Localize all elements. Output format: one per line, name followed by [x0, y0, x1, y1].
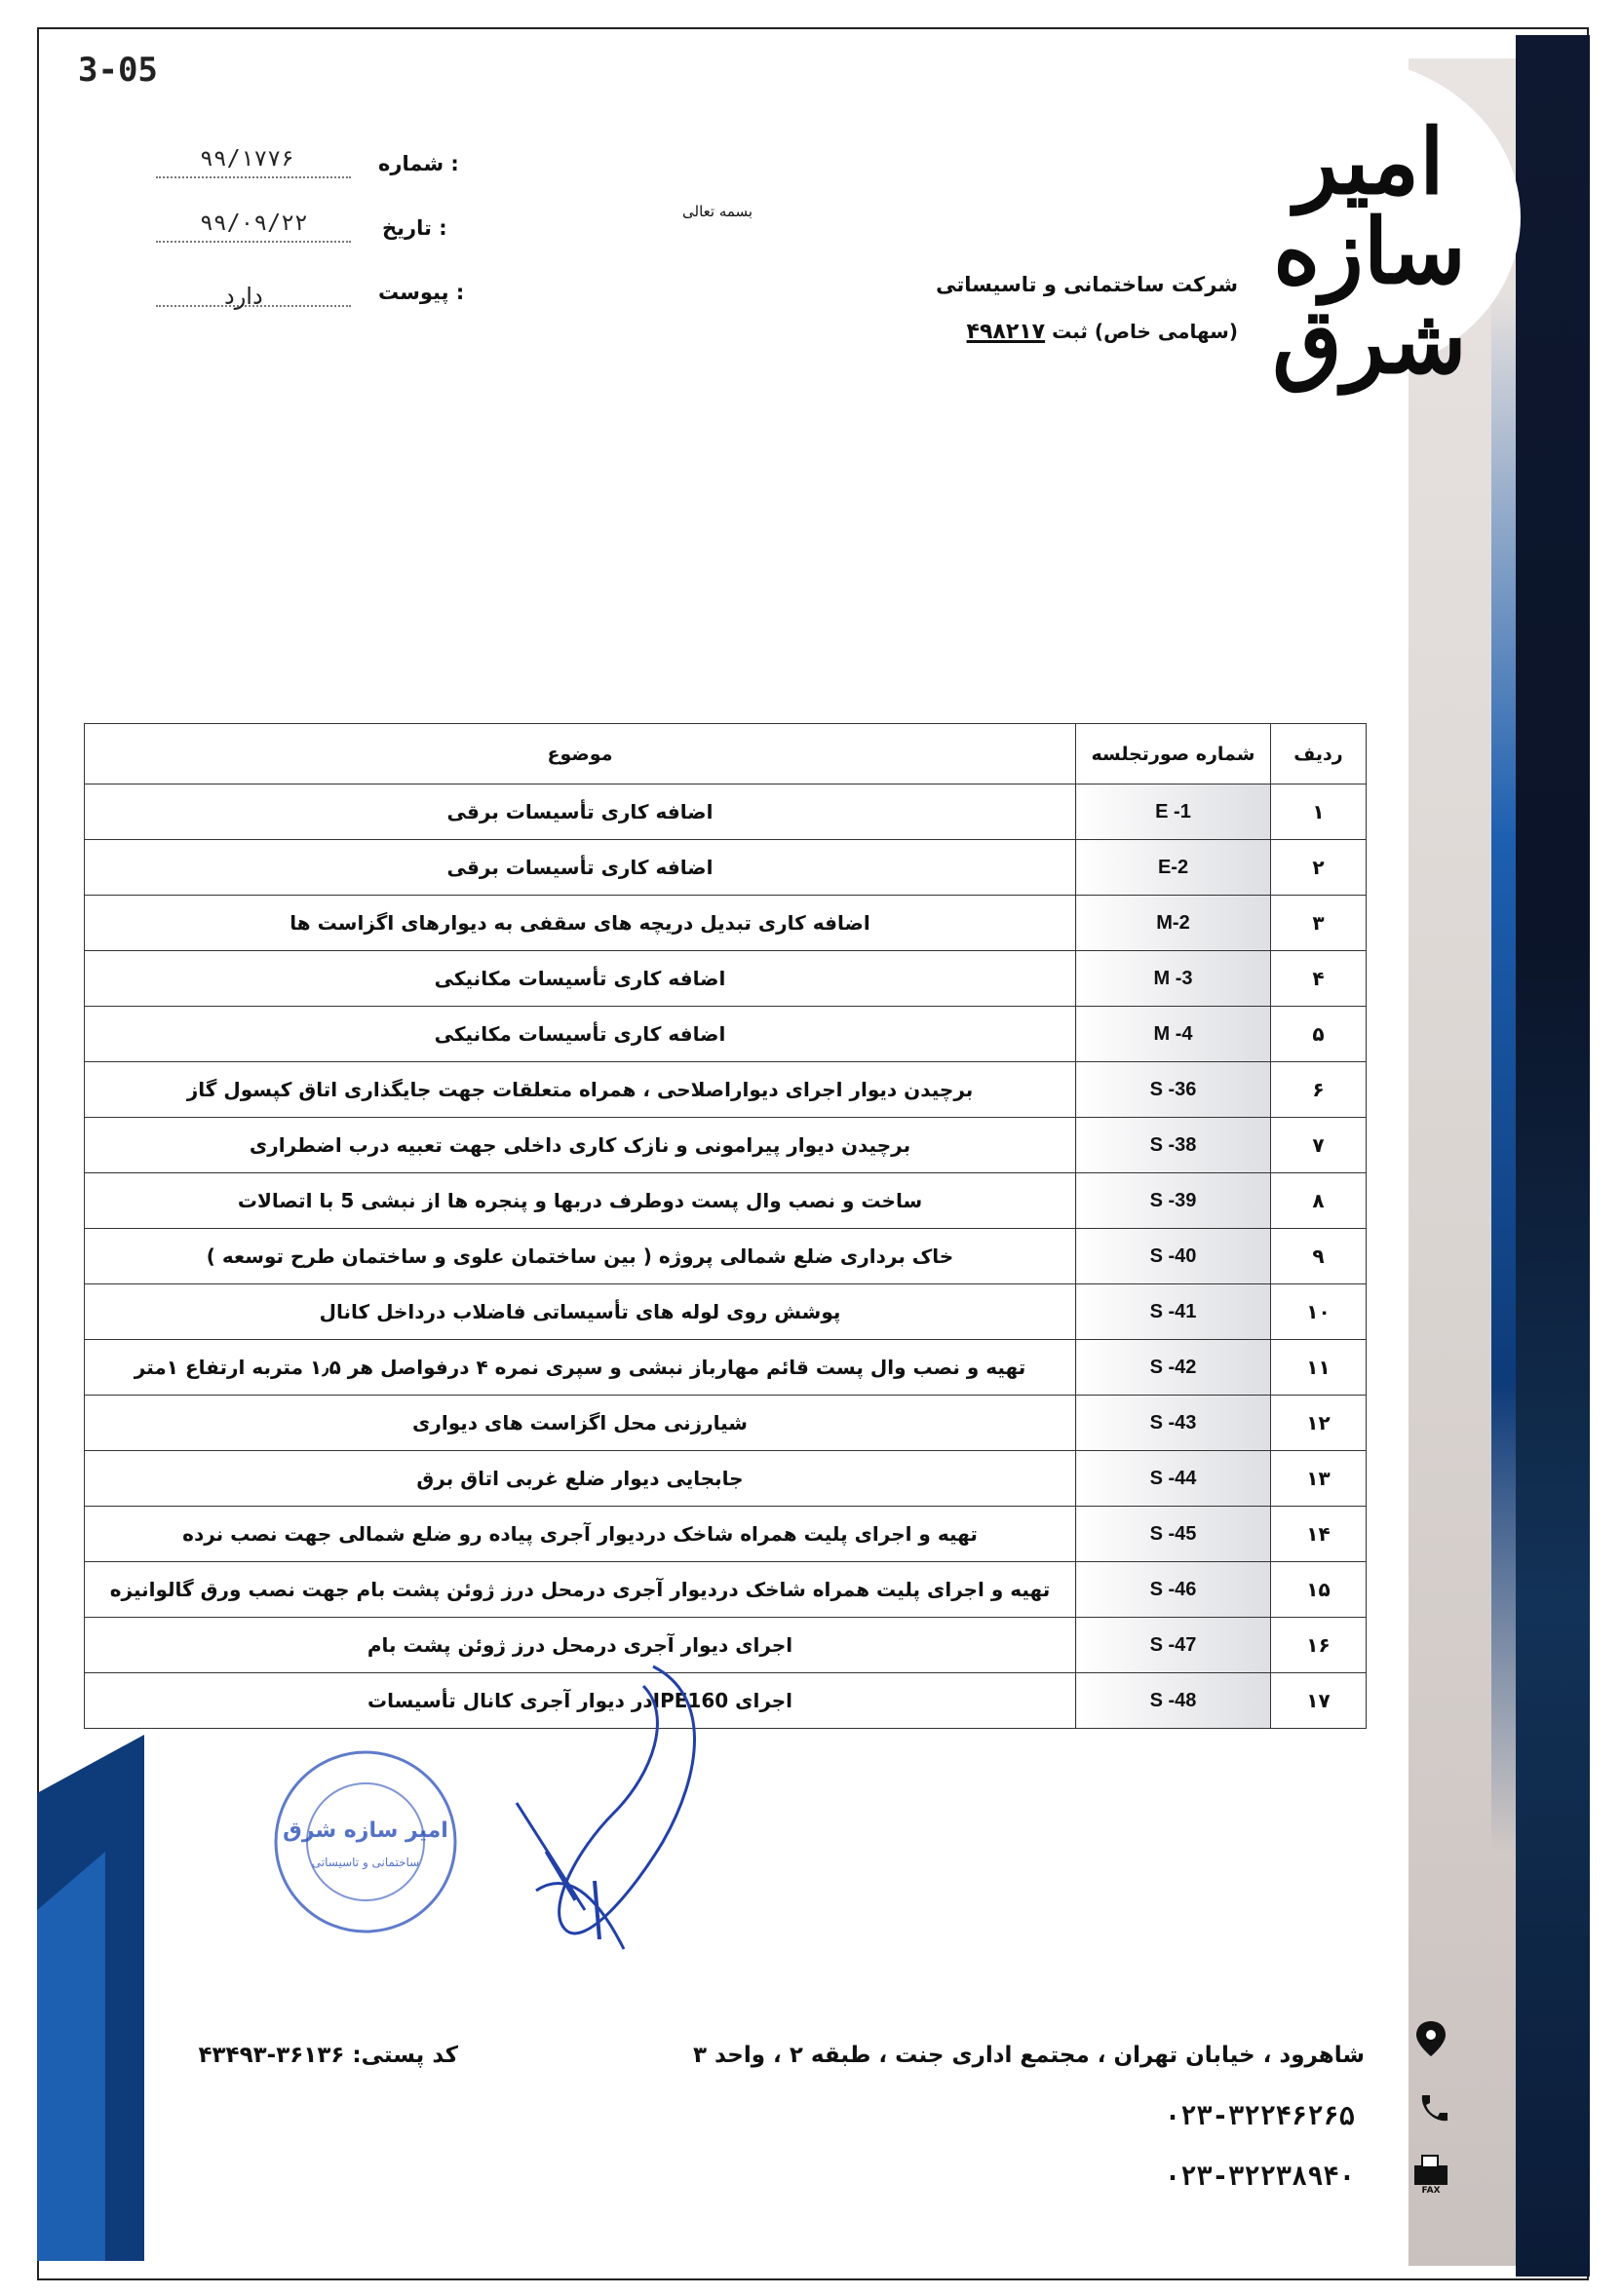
company-subtitle: شرکت ساختمانی و تاسیساتی	[936, 273, 1238, 296]
row-subject: برچیدن دیوار اجرای دیواراصلاحی ، همراه متعلقات جهت جایگذاری اتاق کپسول گاز	[85, 1062, 1076, 1118]
stamp-text-sub: ساختمانی و تاسیساتی	[311, 1856, 420, 1869]
table-row	[85, 1507, 1367, 1562]
row-index: ۱۱	[1271, 1340, 1367, 1396]
row-subject: تهیه و اجرای پلیت همراه شاخک دردیوار آجری درمحل درز ژوئن پشت بام جهت نصب ورق گالوانیزه	[85, 1562, 1076, 1618]
row-subject: تهیه و نصب وال پست قائم مهارباز نبشی و سپری نمره ۴ درفواصل هر ۱٫۵ متربه ارتفاع ۱متر	[85, 1340, 1076, 1396]
row-subject: جابجایی دیوار ضلع غربی اتاق برق	[85, 1451, 1076, 1507]
row-code: S -40	[1076, 1229, 1271, 1284]
row-code: M-2	[1076, 896, 1271, 951]
row-index: ۷	[1271, 1118, 1367, 1173]
table-row	[85, 1007, 1367, 1062]
row-code: E -1	[1076, 784, 1271, 840]
row-subject: اضافه کاری تأسیسات برقی	[85, 784, 1076, 840]
fax-number: ۰۲۳-۳۲۲۳۸۹۴۰	[1164, 2162, 1355, 2192]
row-index: ۱	[1271, 784, 1367, 840]
company-registration	[936, 320, 1238, 344]
row-index: ۱۴	[1271, 1507, 1367, 1562]
table-row	[85, 840, 1367, 896]
table-row	[85, 896, 1367, 951]
postal-code	[146, 2043, 458, 2068]
row-subject: شیارزنی محل اگزاست های دیواری	[85, 1396, 1076, 1451]
table-row	[85, 1229, 1367, 1284]
row-code: S -46	[1076, 1562, 1271, 1618]
table-row	[85, 1062, 1367, 1118]
company-type: (سهامی خاص)	[1094, 320, 1238, 343]
row-code: S -47	[1076, 1618, 1271, 1673]
header-index: ردیف	[1271, 724, 1367, 784]
row-subject: خاک برداری ضلع شمالی پروژه ( بین ساختمان علوی و ساختمان طرح توسعه )	[85, 1229, 1076, 1284]
row-subject: اضافه کاری تأسیسات مکانیکی	[85, 951, 1076, 1007]
row-subject: اضافه کاری تبدیل دریچه های سقفی به دیوارهای اگزاست ها	[85, 896, 1076, 951]
date-value: ۹۹/۰۹/۲۲	[200, 210, 308, 236]
phone-icon	[1409, 2087, 1453, 2132]
row-code: S -45	[1076, 1507, 1271, 1562]
row-subject: ساخت و نصب وال پست دوطرف دربها و پنجره ها از نبشی 5 با اتصالات	[85, 1173, 1076, 1229]
fax-icon	[1409, 2150, 1453, 2195]
row-code: S -48	[1076, 1673, 1271, 1729]
table-row	[85, 1118, 1367, 1173]
row-code: S -42	[1076, 1340, 1271, 1396]
table-row	[85, 784, 1367, 840]
row-index: ۶	[1271, 1062, 1367, 1118]
company-stamp	[263, 1740, 468, 1944]
row-code: S -44	[1076, 1451, 1271, 1507]
row-code: M -3	[1076, 951, 1271, 1007]
row-code: M -4	[1076, 1007, 1271, 1062]
bismillah: بسمه تعالی	[682, 203, 753, 220]
signature	[507, 1657, 741, 1978]
row-subject: پوشش روی لوله های تأسیساتی فاضلاب درداخل کانال	[85, 1284, 1076, 1340]
number-dotted-line	[156, 175, 351, 178]
row-subject: اضافه کاری تأسیسات مکانیکی	[85, 1007, 1076, 1062]
attachment-label: پیوست :	[378, 281, 465, 304]
company-address: شاهرود ، خیابان تهران ، مجتمع اداری جنت ، طبقه ۲ ، واحد ۳	[692, 2043, 1365, 2068]
row-subject: اجرای IPE160در دیوار آجری کانال تأسیسات	[85, 1673, 1076, 1729]
archive-mark: 3-05	[78, 51, 158, 90]
row-code: S -39	[1076, 1173, 1271, 1229]
postal-label: کد پستی:	[352, 2043, 458, 2068]
row-index: ۱۲	[1271, 1396, 1367, 1451]
table-row	[85, 1451, 1367, 1507]
minutes-table	[84, 723, 1367, 1729]
row-code: S -38	[1076, 1118, 1271, 1173]
date-label: تاریخ :	[382, 216, 447, 240]
table-row	[85, 1284, 1367, 1340]
row-index: ۱۰	[1271, 1284, 1367, 1340]
row-subject: تهیه و اجرای پلیت همراه شاخک دردیوار آجری پیاده رو ضلع شمالی جهت نصب نرده	[85, 1507, 1076, 1562]
table-row	[85, 1562, 1367, 1618]
header-code: شماره صورتجلسه	[1076, 724, 1271, 784]
row-index: ۸	[1271, 1173, 1367, 1229]
row-index: ۱۷	[1271, 1673, 1367, 1729]
phone-number: ۰۲۳-۳۲۲۴۶۲۶۵	[1164, 2101, 1355, 2131]
registration-number: ۴۹۸۲۱۷	[966, 320, 1046, 344]
row-subject: اضافه کاری تأسیسات برقی	[85, 840, 1076, 896]
row-code: S -43	[1076, 1396, 1271, 1451]
header-subject: موضوع	[85, 724, 1076, 784]
attachment-value: دارد	[224, 283, 263, 310]
row-index: ۱۳	[1271, 1451, 1367, 1507]
table-row	[85, 1340, 1367, 1396]
registration-label: ثبت	[1052, 320, 1088, 343]
row-index: ۱۶	[1271, 1618, 1367, 1673]
date-dotted-line	[156, 240, 351, 243]
row-subject: اجرای دیوار آجری درمحل درز ژوئن پشت بام	[85, 1618, 1076, 1673]
stamp-text-main: امیر سازه شرق	[283, 1818, 448, 1843]
row-index: ۴	[1271, 951, 1367, 1007]
decorative-corner-shape	[37, 1735, 183, 2261]
row-code: E-2	[1076, 840, 1271, 896]
row-index: ۹	[1271, 1229, 1367, 1284]
number-label: شماره :	[378, 152, 459, 175]
location-pin-icon	[1409, 2017, 1453, 2062]
row-code: S -36	[1076, 1062, 1271, 1118]
number-value: ۹۹/۱۷۷۶	[200, 146, 294, 172]
table-row	[85, 1173, 1367, 1229]
row-subject: برچیدن دیوار پیرامونی و نازک کاری داخلی جهت تعبیه درب اضطراری	[85, 1118, 1076, 1173]
table-row	[85, 1396, 1367, 1451]
row-index: ۲	[1271, 840, 1367, 896]
fax-icon-label: FAX	[1421, 2186, 1441, 2195]
company-logo: امیر سازه شرق	[1272, 109, 1467, 394]
row-index: ۵	[1271, 1007, 1367, 1062]
row-index: ۳	[1271, 896, 1367, 951]
table-row	[85, 951, 1367, 1007]
row-index: ۱۵	[1271, 1562, 1367, 1618]
postal-value: ۳۶۱۳۶-۴۳۴۹۳	[198, 2043, 345, 2068]
table-header-row	[85, 724, 1367, 784]
row-code: S -41	[1076, 1284, 1271, 1340]
